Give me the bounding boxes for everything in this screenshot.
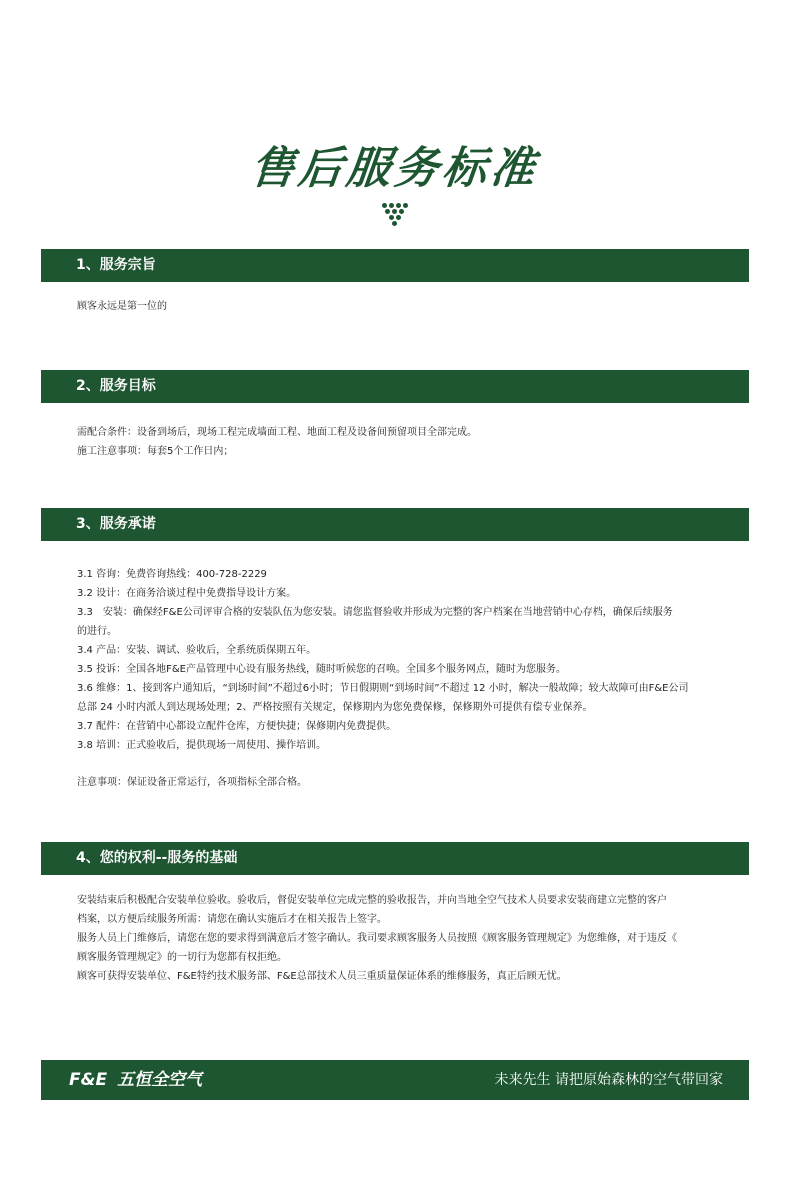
content-line: 的进行。 <box>77 626 117 637</box>
content-line: 3.2 设计：在商务洽谈过程中免费指导设计方案。 <box>77 588 297 599</box>
content-line: 总部 24 小时内派人到达现场处理；2、严格按照有关规定，保修期内为您免费保修，保修期外可提供有偿专业保养。 <box>77 702 593 713</box>
footer-bar <box>41 1060 749 1100</box>
content-line: 3.7 配件：在营销中心都设立配件仓库，方便快捷；保修期内免费提供。 <box>77 721 397 732</box>
section-heading-commitment: 3、服务承诺 <box>41 508 749 541</box>
section-content-purpose <box>77 297 727 316</box>
content-line: 3.6 维修：1、接到客户通知后，“到场时间”不超过6小时；节日假期则“到场时间”不超过 12 小时，解决一般故障；较大故障可由F&E公司 <box>77 683 689 694</box>
section-heading-rights: 4、您的权利--服务的基础 <box>41 842 749 875</box>
footer-slogan: 未来先生 请把原始森林的空气带回家 <box>494 1072 723 1088</box>
content-line: 施工注意事项：每套5个工作日内； <box>77 446 234 457</box>
content-line: 3.8 培训：正式验收后，提供现场一周使用、操作培训。 <box>77 740 327 751</box>
content-line: 顾客服务管理规定》的一切行为您都有权拒绝。 <box>77 952 287 963</box>
brand-name: 五恒全空气 <box>117 1070 203 1090</box>
section-heading-purpose: 1、服务宗旨 <box>41 249 749 282</box>
content-line: 3.5 投诉：全国各地F&E产品管理中心设有服务热线，随时听候您的召唤。全国多个服务网点，随时为您服务。 <box>77 664 566 675</box>
content-line: 安装结束后积极配合安装单位验收。验收后，督促安装单位完成完整的验收报告，并向当地全空气技术人员要求安装商建立完整的客户 <box>77 895 667 906</box>
content-line: 3.1 咨询：免费咨询热线：400-728-2229 <box>77 569 267 580</box>
content-line: 3.4 产品：安装、调试、验收后，全系统质保期五年。 <box>77 645 317 656</box>
section-content-goals <box>77 423 727 461</box>
note-line: 注意事项：保证设备正常运行，各项指标全部合格。 <box>77 777 307 788</box>
section-content-commitment <box>77 565 727 792</box>
section-content-rights <box>77 891 727 986</box>
section-heading-goals: 2、服务目标 <box>41 370 749 403</box>
page-title: 售后服务标准 <box>247 143 542 194</box>
content-line: 顾客永远是第一位的 <box>77 301 167 312</box>
brand-logo-icon <box>382 203 408 227</box>
content-line: 档案，以方便后续服务所需：请您在确认实施后才在相关报告上签字。 <box>77 914 387 925</box>
brand-logo <box>69 1060 202 1100</box>
brand-mark: F&E <box>69 1070 108 1090</box>
content-line: 顾客可获得安装单位、F&E特约技术服务部、F&E总部技术人员三重质量保证体系的维修服务，真正后顾无忧。 <box>77 971 567 982</box>
content-line: 3.3 安装：确保经F&E公司评审合格的安装队伍为您安装。请您监督验收并形成为完整的客户档案在当地营销中心存档，确保后续服务 <box>77 607 673 618</box>
content-line: 服务人员上门维修后，请您在您的要求得到满意后才签字确认。我司要求顾客服务人员按照《顾客服务管理规定》为您维修，对于违反《 <box>77 933 677 944</box>
content-line: 需配合条件：设备到场后，现场工程完成墙面工程、地面工程及设备间预留项目全部完成。 <box>77 427 477 438</box>
